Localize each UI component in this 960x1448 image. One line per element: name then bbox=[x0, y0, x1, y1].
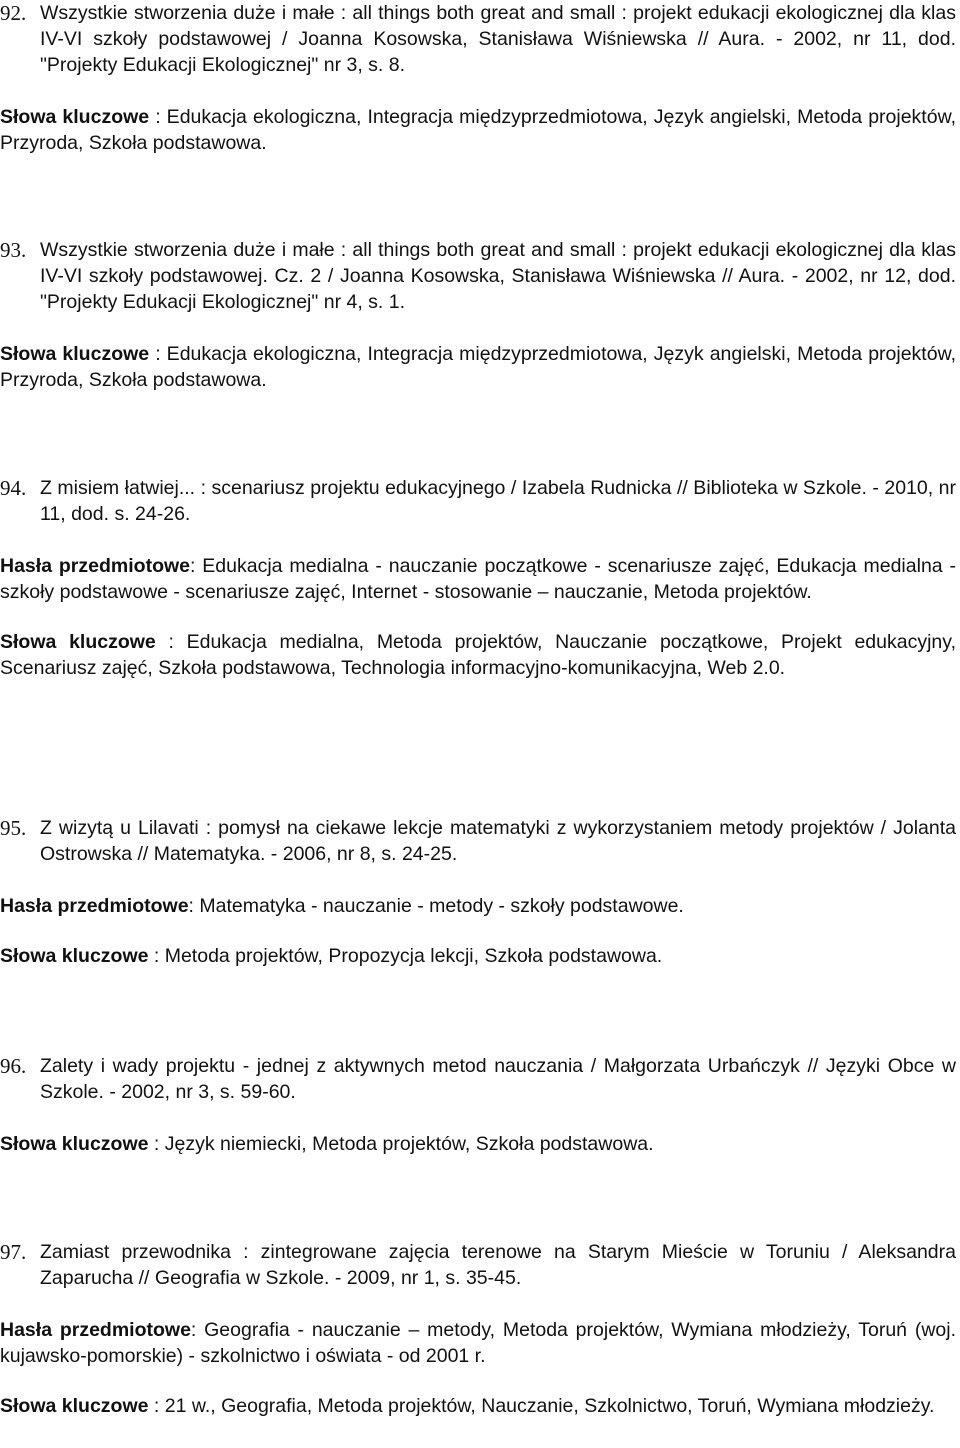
citation bbox=[0, 1053, 956, 1105]
entry-95 bbox=[0, 815, 956, 969]
subject-headings-label: Hasła przedmiotowe bbox=[0, 1319, 191, 1341]
keywords-text: : Edukacja medialna, Metoda projektów, Nauczanie początkowe, Projekt edukacyjny, Scenariusz zajęć, Szkoła podstawowa, Technologia informacyjno-komunikacyjna, Web 2.0. bbox=[0, 631, 956, 679]
subject-headings bbox=[0, 553, 956, 605]
keywords-label: Słowa kluczowe bbox=[0, 1395, 149, 1417]
keywords bbox=[0, 104, 956, 156]
keywords-text: : 21 w., Geografia, Metoda projektów, Nauczanie, Szkolnictwo, Toruń, Wymiana młodzieży. bbox=[148, 1395, 935, 1417]
entry-number: 97. bbox=[0, 1240, 27, 1264]
keywords-label: Słowa kluczowe bbox=[0, 1133, 149, 1155]
citation-text: Wszystkie stworzenia duże i małe : all things both great and small : projekt edukacji ekologicznej dla klas IV-VI szkoły podstawowej / Joanna Kosowska, Stanisława Wiśniewska // Aura. - 2002, nr 11, dod. "Projekty Edukacji Ekologicznej" nr 3, s. 8. bbox=[40, 2, 956, 76]
entry-94 bbox=[0, 475, 956, 681]
keywords-text: : Edukacja ekologiczna, Integracja międzyprzedmiotowa, Język angielski, Metoda projektów, Przyroda, Szkoła podstawowa. bbox=[0, 343, 956, 391]
keywords bbox=[0, 1393, 956, 1419]
entry-97 bbox=[0, 1239, 956, 1419]
citation-text: Z misiem łatwiej... : scenariusz projektu edukacyjnego / Izabela Rudnicka // Biblioteka w Szkole. - 2010, nr 11, dod. s. 24-26. bbox=[40, 477, 956, 525]
keywords bbox=[0, 341, 956, 393]
entry-96 bbox=[0, 1053, 956, 1157]
keywords-text: : Edukacja ekologiczna, Integracja międzyprzedmiotowa, Język angielski, Metoda projektów, Przyroda, Szkoła podstawowa. bbox=[0, 106, 956, 154]
keywords bbox=[0, 943, 956, 969]
subject-headings-label: Hasła przedmiotowe bbox=[0, 895, 189, 917]
subject-headings-text: : Geografia - nauczanie – metody, Metoda projektów, Wymiana młodzieży, Toruń (woj. kujawsko-pomorskie) - szkolnictwo i oświata - od 2001 r. bbox=[0, 1319, 956, 1367]
keywords-label: Słowa kluczowe bbox=[0, 106, 150, 128]
citation-text: Zamiast przewodnika : zintegrowane zajęcia terenowe na Starym Mieście w Toruniu / Aleksandra Zaparucha // Geografia w Szkole. - 2009, nr 1, s. 35-45. bbox=[40, 1241, 956, 1289]
citation bbox=[0, 815, 956, 867]
entry-93 bbox=[0, 237, 956, 393]
citation bbox=[0, 1239, 956, 1291]
keywords bbox=[0, 1131, 956, 1157]
citation bbox=[0, 0, 956, 78]
keywords-text: : Język niemiecki, Metoda projektów, Szkoła podstawowa. bbox=[148, 1133, 654, 1155]
subject-headings bbox=[0, 893, 956, 919]
subject-headings-text: : Edukacja medialna - nauczanie początkowe - scenariusze zajęć, Edukacja medialna - szkoły podstawowe - scenariusze zajęć, Internet - stosowanie – nauczanie, Metoda projektów. bbox=[0, 555, 956, 603]
citation-text: Z wizytą u Lilavati : pomysł na ciekawe lekcje matematyki z wykorzystaniem metody projektów / Jolanta Ostrowska // Matematyka. - 2006, nr 8, s. 24-25. bbox=[40, 817, 956, 865]
entry-number: 92. bbox=[0, 1, 27, 25]
keywords-label: Słowa kluczowe bbox=[0, 343, 150, 365]
entry-92 bbox=[0, 0, 956, 156]
citation bbox=[0, 237, 956, 315]
keywords bbox=[0, 629, 956, 681]
keywords-text: : Metoda projektów, Propozycja lekcji, Szkoła podstawowa. bbox=[148, 945, 663, 967]
subject-headings-text: : Matematyka - nauczanie - metody - szkoły podstawowe. bbox=[188, 895, 684, 917]
subject-headings-label: Hasła przedmiotowe bbox=[0, 555, 190, 577]
citation-text: Zalety i wady projektu - jednej z aktywnych metod nauczania / Małgorzata Urbańczyk // Języki Obce w Szkole. - 2002, nr 3, s. 59-60. bbox=[40, 1055, 956, 1103]
subject-headings bbox=[0, 1317, 956, 1369]
entry-number: 96. bbox=[0, 1054, 27, 1078]
entry-number: 93. bbox=[0, 238, 27, 262]
keywords-label: Słowa kluczowe bbox=[0, 945, 149, 967]
entry-number: 95. bbox=[0, 816, 27, 840]
entry-number: 94. bbox=[0, 476, 27, 500]
citation-text: Wszystkie stworzenia duże i małe : all things both great and small : projekt edukacji ekologicznej dla klas IV-VI szkoły podstawowej. Cz. 2 / Joanna Kosowska, Stanisława Wiśniewska // Aura. - 2002, nr 12, dod. "Projekty Edukacji Ekologicznej" nr 4, s. 1. bbox=[40, 239, 956, 313]
citation bbox=[0, 475, 956, 527]
keywords-label: Słowa kluczowe bbox=[0, 631, 156, 653]
